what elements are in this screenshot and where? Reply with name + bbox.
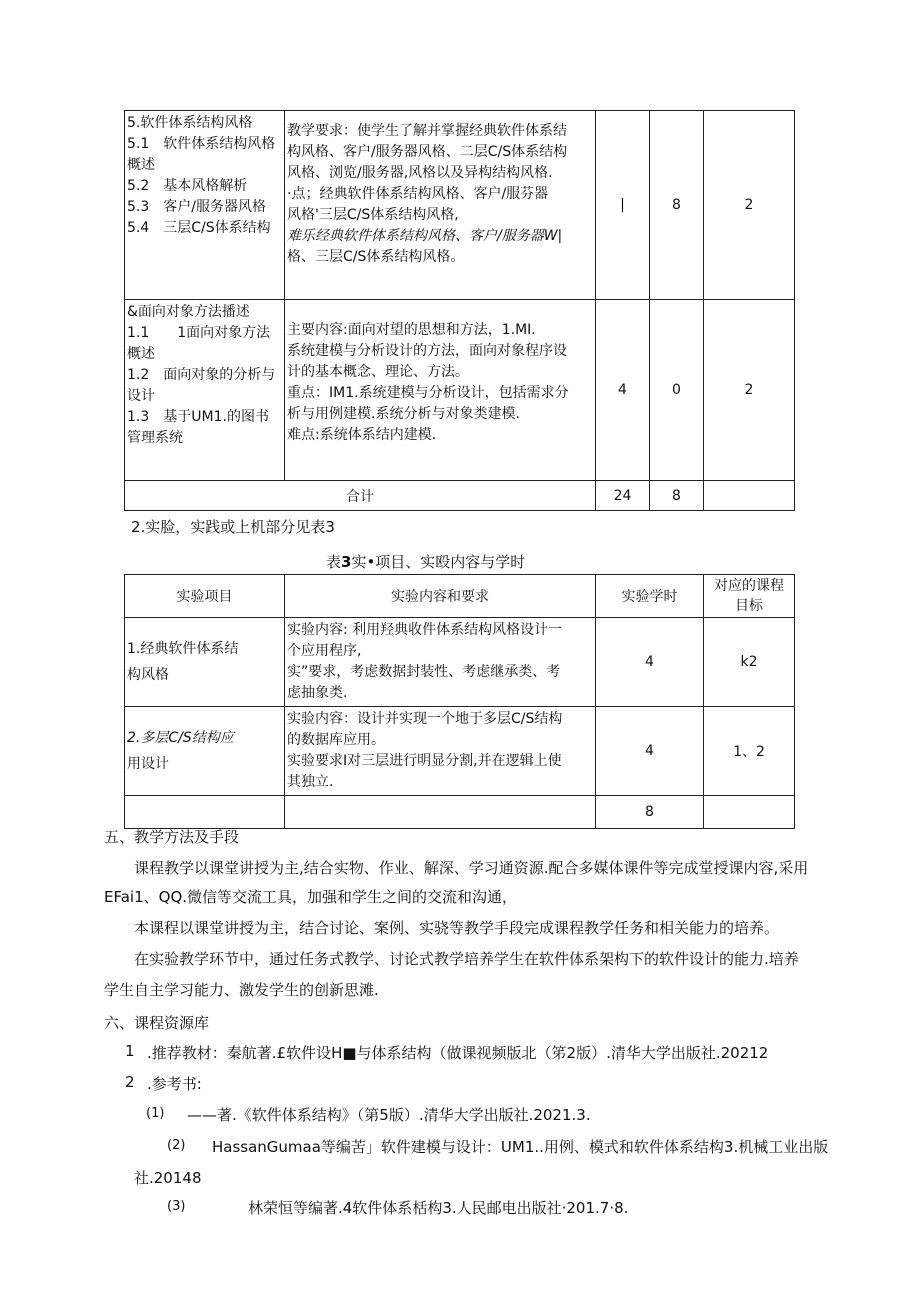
item-cell: 2.多层C/S结构应 用设计 [125,707,285,796]
section-title: 五、教学方法及手段 [104,828,240,846]
total-hours: 24 [596,481,650,511]
content-cell: 主要内容:面向对望的思想和方法，1.MI. 系统建模与分析设计的方法，面向对象程序设 计的基本概念、理论、方法。 重点：IM1.系统建模与分析设计，包括需求分 析与用例建模.系统分析与对象类建模. 难点:系统体系结内建模. [285,300,596,481]
ref-text: ——著.《软件体系结构》（第5版）.清华大学出版社.2021.3. [187,1106,591,1124]
goal-cell: 1、2 [704,707,795,796]
list-item: .推荐教材：秦航著.£软件设H■与体系结构（做课视频版北（笫2版）.清华大学出版社.20212 [147,1044,769,1062]
ref-text: 林荣恒等编著.4软件体系栝构3.人民邮电出版社·201.7·8. [248,1199,629,1217]
hours-cell: 8 [650,111,704,300]
hours-cell: 0 [650,300,704,481]
ref-text: HassanGumaa等编苦」软件建模与设计：UM1..用例、模式和软件体系结构3.机械工业出版 [212,1138,829,1156]
table-row [125,618,795,707]
content-cell: 教学要求：使学生了解并掌握经典软件体系结 构风格、客户/服务器风格、二层C/S体系结构 风格、浏览/服务器,风格以及异构结构风格. ·点；经典软件体系结构风格、客户/服芬器 风格'三层C/S体系结构风格, 难乐经典软件体系结构风格、客户/服务器W| 格、三层C/S体系结构风格。 [285,111,596,300]
item-cell: 1.经典软件体系结 构风格 [125,618,285,707]
topic-cell: &面向对象方法播述 1.1 1面向对象方法 概述 1.2 面向对象的分析与 设计 1.3 基于UM1.的图书 管理系统 [125,300,285,481]
goal-cell: 2 [704,300,795,481]
goal-cell: 2 [704,111,795,300]
ref-text-continued: 社.20148 [134,1169,202,1187]
table-header-row [125,575,795,618]
total-empty-cell [285,796,596,829]
hours-cell: 4 [596,618,704,707]
topic-cell: 5.软件体系结构风格 5.1 软件体系结构风格 概述 5.2 基本风格解析 5.3 客户/服务器风格 5.4 三层C/S体系结构 [125,111,285,300]
total-label: 合计 [125,481,596,511]
experiment-note: 2.实脸，实践或上机部分见表3 [131,518,335,536]
column-header: 对应的课程 目标 [704,575,795,618]
column-header: 实验项目 [125,575,285,618]
table-row [125,707,795,796]
hours-cell: 4 [596,300,650,481]
goal-cell: k2 [704,618,795,707]
total-row [125,796,795,829]
ref-number: (1) [146,1106,165,1121]
total-hours: 8 [596,796,704,829]
hours-cell: 4 [596,707,704,796]
total-empty-cell [704,796,795,829]
experiment-table [124,574,795,829]
total-empty-cell [125,796,285,829]
table-row [125,300,795,481]
paragraph: 学生自主学习能力、激发学生的创新思滩. [104,981,379,999]
paragraph: 在实验教学环节中，通过任务式教学、讨论式教学培养学生在软件体系架构下的软件设计的能力.培养 [134,950,799,968]
content-cell: 实验内容：设计并实现一个地于多层C/S结构 的数据库应用。 实验要求I对三层进行明显分割,并在逻辑上使 其独立. [285,707,596,796]
table-caption: 表3实•项目、实殴内容与学时 [326,553,526,571]
ref-number: (2) [167,1138,186,1153]
hours-cell: | [596,111,650,300]
section-title: 六、课程资源库 [104,1014,210,1032]
table-row [125,111,795,300]
ref-number: (3) [167,1199,186,1214]
paragraph: EFai1、QQ.微信等交流工具，加强和学生之间的交流和沟通， [104,888,518,906]
paragraph: 课程教学以课堂讲授为主,结合实物、作业、解深、学习通资源.配合多媒体课件等完成堂授课内容,采用 [134,859,809,877]
course-hours-table [124,110,795,511]
content-cell: 实验内容: 利用羟典收件体系结构风格设计一 个应用程序, 实”要求，考虑数据封装性、考虑继承类、考 虑抽象类. [285,618,596,707]
paragraph: 本课程以课堂讲授为主，结合讨论、案例、实骁等教学手段完成课程教学任务和相关能力的培养。 [134,919,780,937]
list-item: .参考书: [147,1075,202,1093]
total-goal [704,481,795,511]
list-number: 2 [125,1073,135,1091]
total-row [125,481,795,511]
total-hours: 8 [650,481,704,511]
column-header: 实验学时 [596,575,704,618]
list-number: 1 [125,1042,135,1060]
column-header: 实验内容和要求 [285,575,596,618]
